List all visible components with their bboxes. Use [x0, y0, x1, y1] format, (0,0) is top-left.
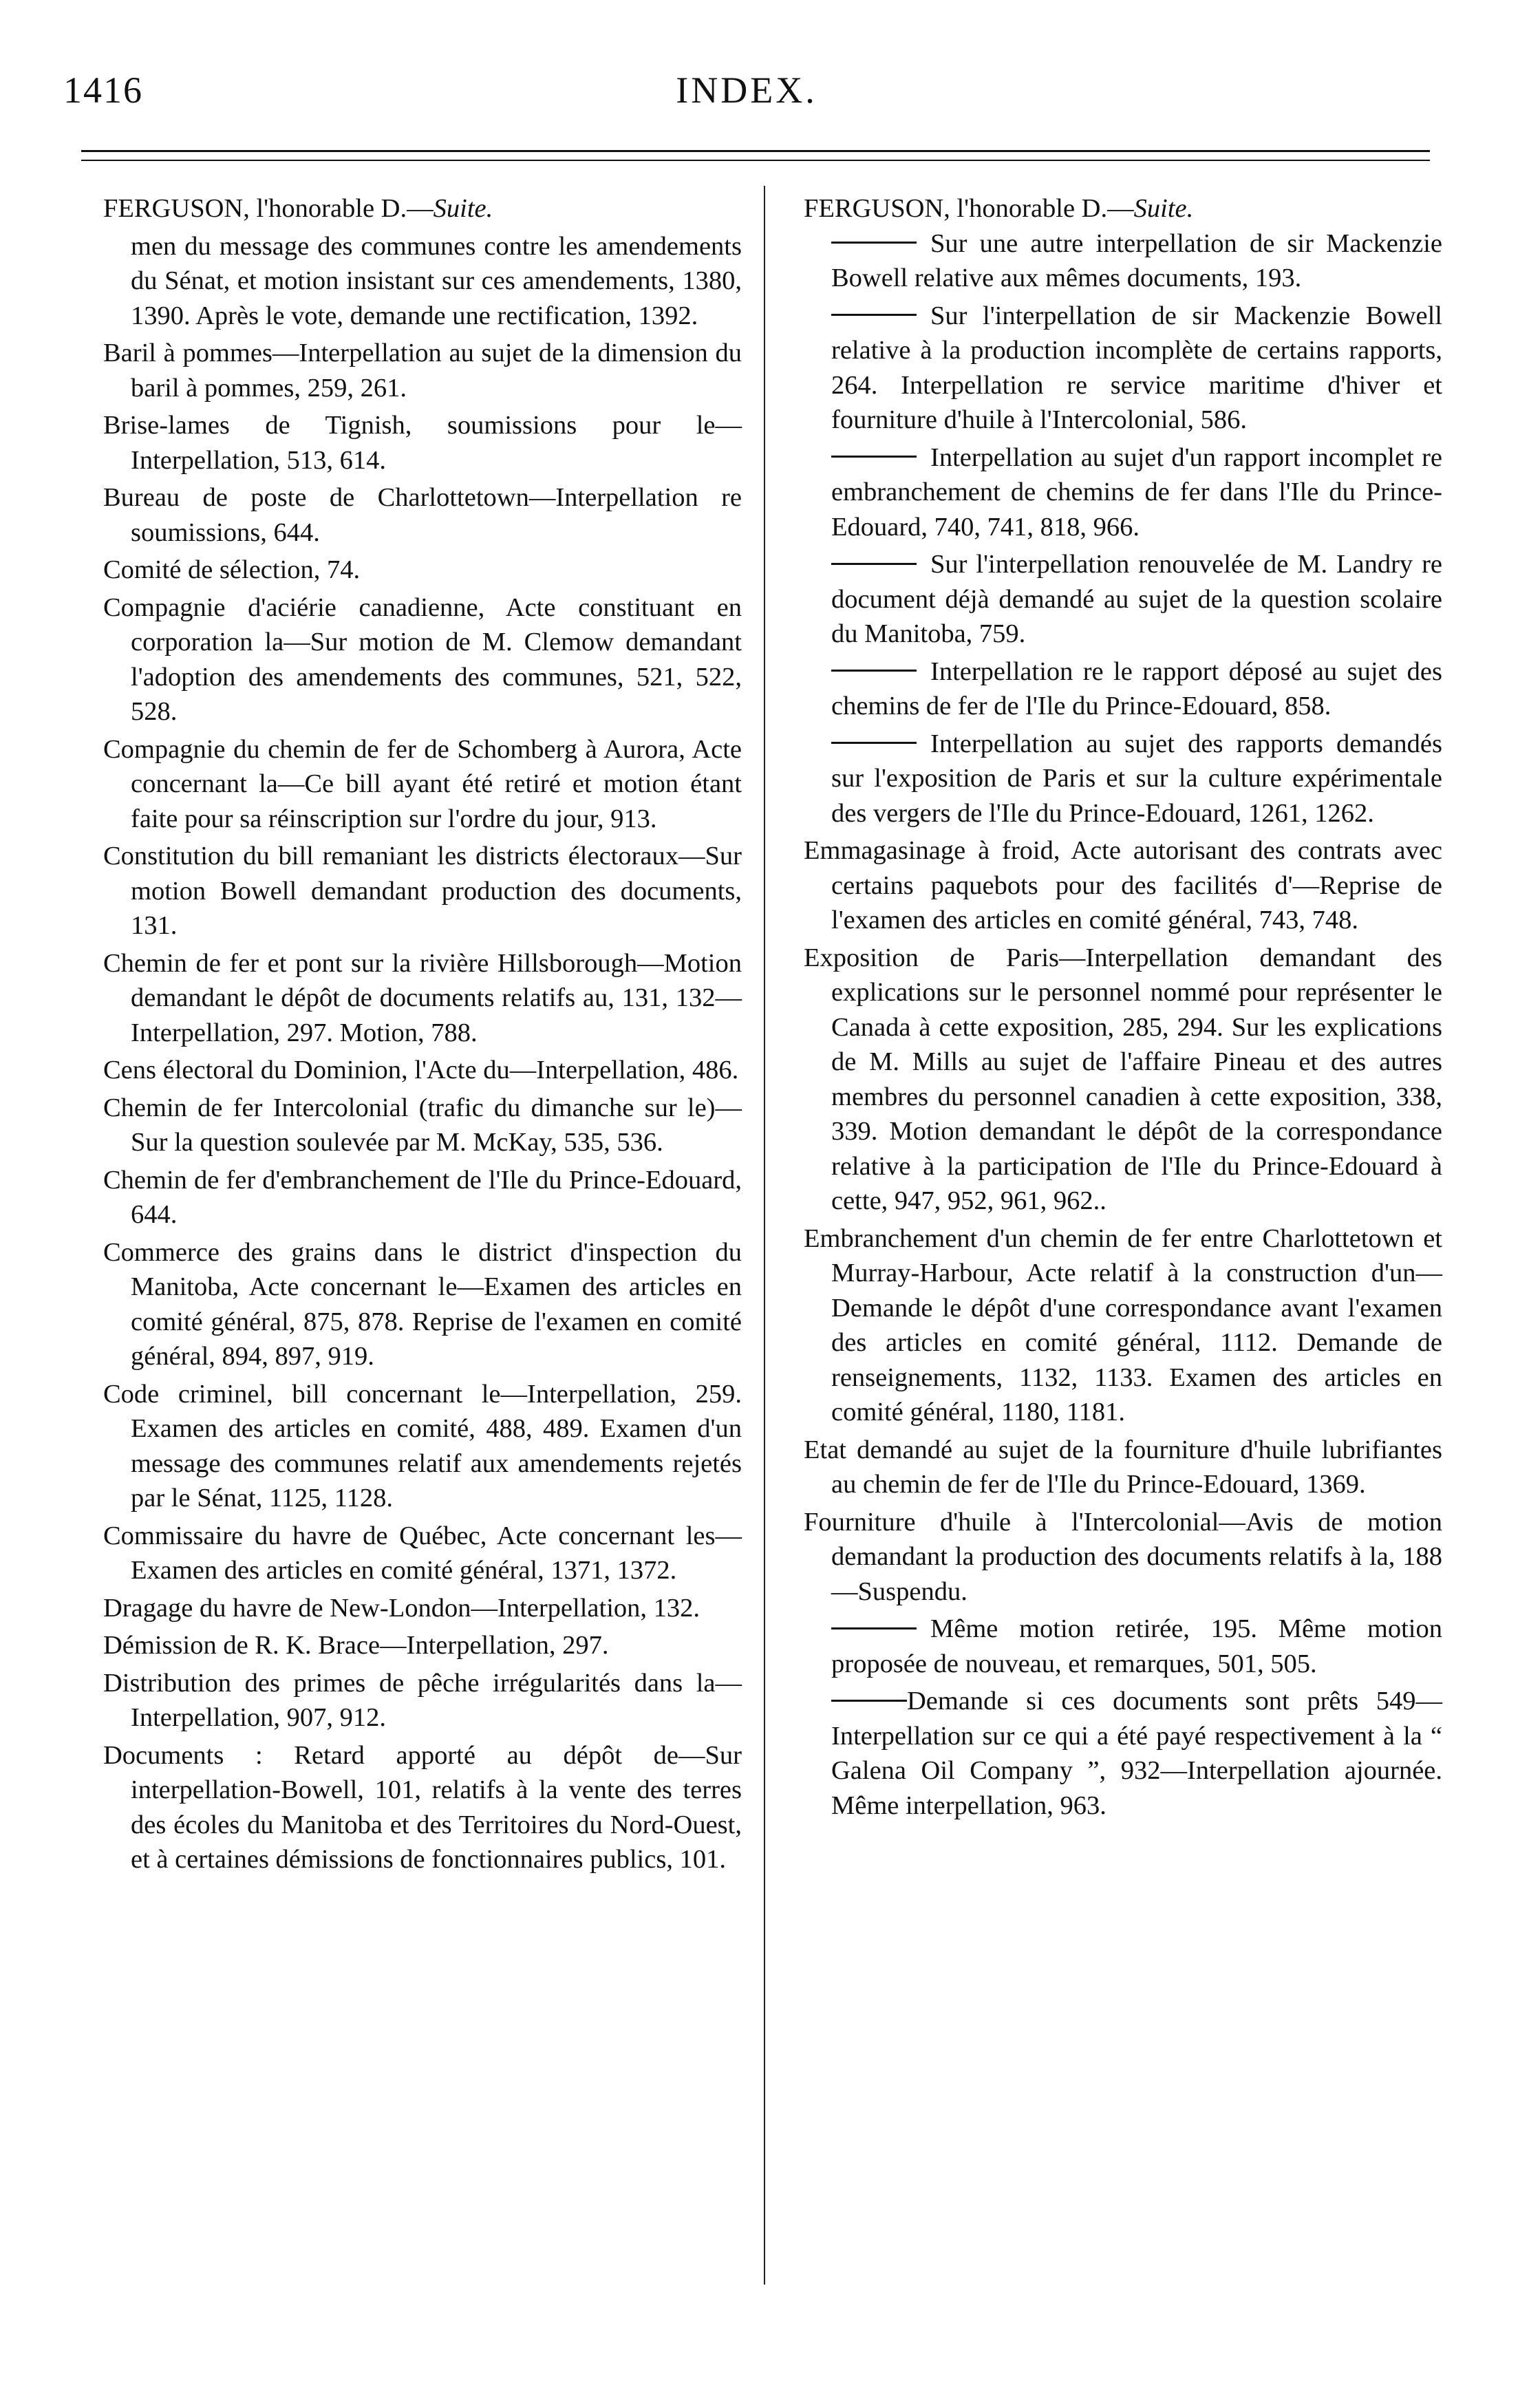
index-entry: Compagnie d'aciérie canadienne, Acte constituant en corporation la—Sur motion de M. Clemow demandant l'adoption des amendements des communes, 521, 522, 528.	[103, 592, 742, 726]
sub-entry	[804, 440, 1442, 545]
left-column	[103, 191, 742, 1880]
header-rule	[81, 150, 1430, 152]
column-heading	[804, 191, 1442, 226]
sub-entry-text: Même motion retirée, 195. Même motion proposée de nouveau, et remarques, 501, 505.	[831, 1614, 1442, 1678]
ditto-dash	[831, 1700, 907, 1702]
index-entry: Fourniture d'huile à l'Intercolonial—Avis de motion demandant la production des documents relatifs à la, 188—Suspendu.	[804, 1507, 1442, 1606]
sub-entry-text: Sur l'interpellation renouvelée de M. Landry re document déjà demandé au sujet de la question scolaire du Manitoba, 759.	[831, 550, 1442, 648]
sub-entry	[804, 727, 1442, 831]
index-entry: Embranchement d'un chemin de fer entre Charlottetown et Murray-Harbour, Acte relatif à la construction d'un—Demande le dépôt d'une correspondance avant l'examen des articles en comité général, 1112. Demande de renseignements, 1132, 1133. Examen des articles en comité général, 1180, 1181.	[804, 1223, 1442, 1426]
heading-suite: Suite.	[1133, 194, 1194, 223]
page-header	[63, 69, 1430, 124]
index-entry: Baril à pommes—Interpellation au sujet de la dimension du baril à pommes, 259, 261.	[103, 339, 742, 403]
ditto-dash	[831, 314, 917, 316]
sub-entry	[804, 547, 1442, 652]
index-entry: Commerce des grains dans le district d'inspection du Manitoba, Acte concernant le—Examen des articles en comité général, 875, 878. Reprise de l'examen en comité général, 894, 897, 919.	[103, 1237, 742, 1371]
index-entry: Documents : Retard apporté au dépôt de—Sur interpellation-Bowell, 101, relatifs à la vente des terres des écoles du Manitoba et des Territoires du Nord-Ouest, et à certaines démissions de fonctionnaires publics, 101.	[103, 1740, 742, 1874]
sub-entry-text: Interpellation au sujet des rapports demandés sur l'exposition de Paris et sur la culture expérimentale des vergers de l'Ile du Prince-Edouard, 1261, 1262.	[831, 729, 1442, 828]
index-entry: Bureau de poste de Charlottetown—Interpellation re soumissions, 644.	[103, 483, 742, 547]
sub-entry-text: Interpellation re le rapport déposé au sujet des chemins de fer de l'Ile du Prince-Edouard, 858.	[831, 656, 1442, 720]
right-column	[804, 191, 1442, 1826]
sub-entry	[804, 299, 1442, 438]
index-entry: Constitution du bill remaniant les districts électoraux—Sur motion Bowell demandant production des documents, 131.	[103, 842, 742, 940]
index-entry: Etat demandé au sujet de la fourniture d'huile lubrifiantes au chemin de fer de l'Ile du Prince-Edouard, 1369.	[804, 1435, 1442, 1499]
ditto-dash	[831, 563, 917, 565]
index-entry: Chemin de fer d'embranchement de l'Ile du Prince-Edouard, 644.	[103, 1165, 742, 1229]
index-entry: Code criminel, bill concernant le—Interpellation, 259. Examen des articles en comité, 488, 489. Examen d'un message des communes relatif aux amendements rejetés par le Sénat, 1125, 1128.	[103, 1379, 742, 1513]
index-entry: Exposition de Paris—Interpellation demandant des explications sur le personnel nommé pour représenter le Canada à cette exposition, 285, 294. Sur les explications de M. Mills au sujet de l'affaire Pineau et des autres membres du personnel canadien à cette exposition, 338, 339. Motion demandant le dépôt de la correspondance relative à la participation de l'Ile du Prince-Edouard à cette, 947, 952, 961, 962..	[804, 943, 1442, 1215]
sub-entry-text: Sur une autre interpellation de sir Mackenzie Bowell relative aux mêmes documents, 193.	[831, 228, 1442, 292]
ditto-dash	[831, 456, 917, 458]
index-entry: men du message des communes contre les amendements du Sénat, et motion insistant sur ces amendements, 1380, 1390. Après le vote, demande une rectification, 1392.	[131, 231, 742, 330]
index-entry: Emmagasinage à froid, Acte autorisant des contrats avec certains paquebots pour des facilités d'—Reprise de l'examen des articles en comité général, 743, 748.	[804, 836, 1442, 934]
sub-entry	[804, 226, 1442, 296]
running-title: INDEX.	[676, 70, 817, 111]
ditto-dash	[831, 742, 917, 744]
index-entry: Brise-lames de Tignish, soumissions pour le—Interpellation, 513, 614.	[103, 411, 742, 475]
heading-name: FERGUSON, l'honorable D.—	[804, 194, 1134, 223]
index-entry: Distribution des primes de pêche irrégularités dans la—Interpellation, 907, 912.	[103, 1668, 742, 1732]
sub-entry-text: Demande si ces documents sont prêts 549—Interpellation sur ce qui a été payé respectivement à la “ Galena Oil Company ”, 932—Interpellation ajournée. Même interpellation, 963.	[831, 1687, 1442, 1820]
sub-entry	[804, 1684, 1442, 1823]
ditto-dash	[831, 670, 917, 672]
heading-suite: Suite.	[433, 194, 493, 223]
index-entry: Cens électoral du Dominion, l'Acte du—Interpellation, 486.	[103, 1056, 739, 1084]
column-heading	[103, 191, 742, 226]
index-entry: Chemin de fer Intercolonial (trafic du dimanche sur le)—Sur la question soulevée par M. McKay, 535, 536.	[103, 1093, 742, 1157]
heading-name: FERGUSON, l'honorable D.—	[103, 194, 434, 223]
index-entry: Compagnie du chemin de fer de Schomberg à Aurora, Acte concernant la—Ce bill ayant été retiré et motion étant faite pour sa réinscription sur l'ordre du jour, 913.	[103, 734, 742, 833]
header-rule-double	[81, 160, 1430, 161]
index-entry: Dragage du havre de New-London—Interpellation, 132.	[103, 1593, 701, 1623]
index-entry: Chemin de fer et pont sur la rivière Hillsborough—Motion demandant le dépôt de documents relatifs au, 131, 132—Interpellation, 297. Motion, 788.	[103, 948, 742, 1047]
column-divider	[764, 186, 765, 2285]
index-entry: Démission de R. K. Brace—Interpellation, 297.	[103, 1631, 609, 1660]
sub-entry-text: Interpellation au sujet d'un rapport incomplet re embranchement de chemins de fer dans l'Ile du Prince-Edouard, 740, 741, 818, 966.	[831, 442, 1442, 542]
ditto-dash	[831, 1627, 917, 1629]
sub-entry	[804, 654, 1442, 724]
sub-entry	[804, 1612, 1442, 1681]
index-entry: Commissaire du havre de Québec, Acte concernant les—Examen des articles en comité général, 1371, 1372.	[103, 1521, 742, 1585]
sub-entry-text: Sur l'interpellation de sir Mackenzie Bowell relative à la production incomplète de certains rapports, 264. Interpellation re service maritime d'hiver et fourniture d'huile à l'Intercolonial, 586.	[831, 301, 1442, 434]
index-entry: Comité de sélection, 74.	[103, 555, 361, 584]
ditto-dash	[831, 242, 917, 244]
page-number: 1416	[63, 70, 143, 111]
